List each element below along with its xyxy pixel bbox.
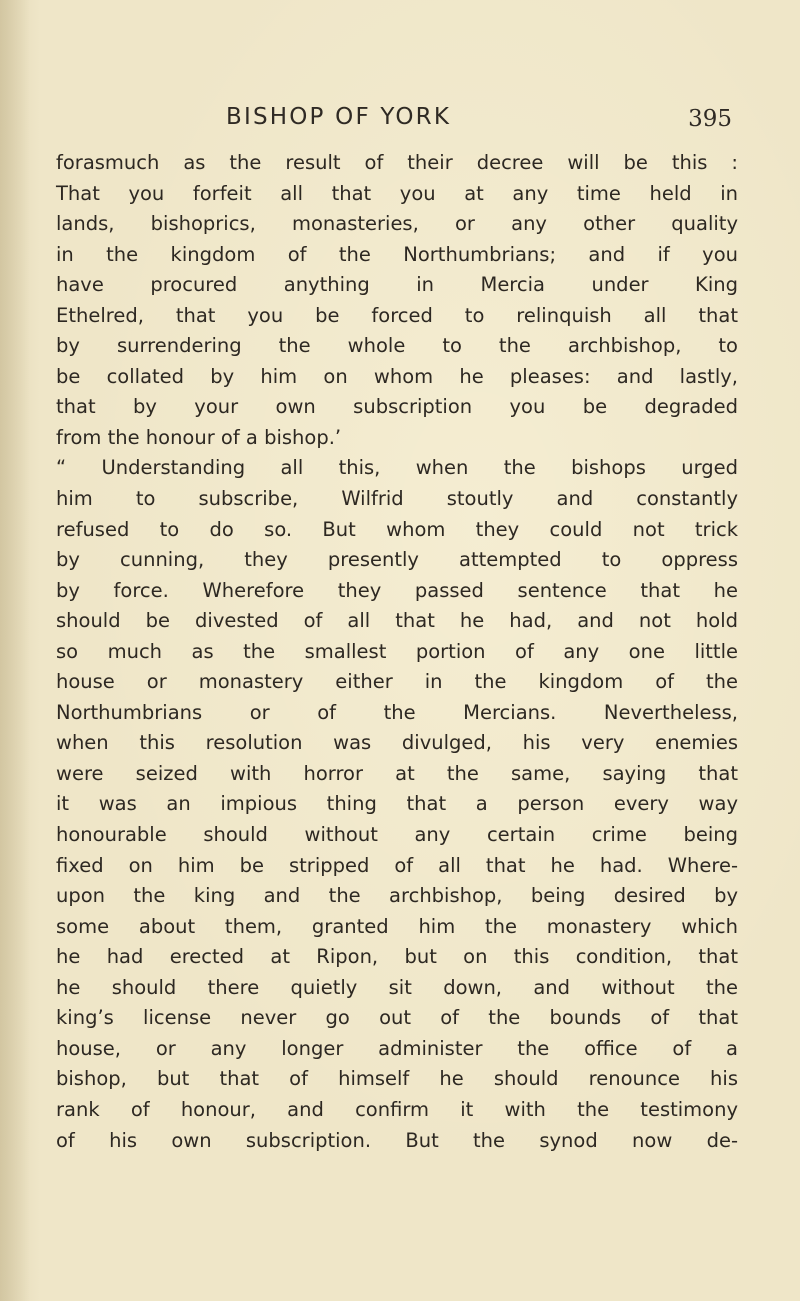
text-line: he should there quietly sit down, and without the (56, 975, 738, 999)
text-line: That you forfeit all that you at any time held in (56, 181, 738, 205)
text-line: lands, bishoprics, monasteries, or any other quality (56, 212, 738, 236)
text-line: rank of honour, and confirm it with the testimony (56, 1097, 738, 1121)
text-line: were seized with horror at the same, saying that (56, 761, 738, 785)
text-line: forasmuch as the result of their decree will be this : (56, 151, 738, 174)
text-line: king’s license never go out of the bounds of that (56, 1006, 738, 1030)
text-line: should be divested of all that he had, and not hold (56, 609, 738, 633)
text-line: house, or any longer administer the office of a (56, 1036, 738, 1060)
text-line: so much as the smallest portion of any one little (56, 639, 738, 663)
page-gutter-shadow (0, 0, 30, 1301)
text-line: upon the king and the archbishop, being desired by (56, 884, 738, 908)
text-line: when this resolution was divulged, his very enemies (56, 731, 738, 755)
text-line: have procured anything in Mercia under King (56, 273, 738, 297)
text-line: that by your own subscription you be degraded (56, 395, 738, 419)
text-line: some about them, granted him the monastery which (56, 914, 738, 938)
text-line: by surrendering the whole to the archbishop, to (56, 334, 738, 358)
page-number: 395 (688, 106, 732, 132)
text-line: it was an impious thing that a person every way (56, 792, 738, 816)
text-line: of his own subscription. But the synod now de- (56, 1128, 738, 1152)
running-title: BISHOP OF YORK (226, 104, 452, 130)
text-line: him to subscribe, Wilfrid stoutly and constantly (56, 487, 738, 511)
running-head (60, 104, 780, 144)
text-line: by force. Wherefore they passed sentence that he (56, 578, 738, 602)
text-line: he had erected at Ripon, but on this condition, that (56, 945, 738, 969)
text-line: Ethelred, that you be forced to relinquish all that (56, 303, 738, 327)
text-line: from the honour of a bishop.’ (56, 425, 342, 449)
text-line: fixed on him be stripped of all that he had. Where- (56, 853, 738, 877)
body-text (56, 148, 738, 1156)
text-line: refused to do so. But whom they could not trick (56, 517, 738, 541)
text-line: bishop, but that of himself he should renounce his (56, 1067, 738, 1091)
text-line: honourable should without any certain crime being (56, 823, 738, 847)
text-line: by cunning, they presently attempted to oppress (56, 548, 738, 572)
text-line: in the kingdom of the Northumbrians; and if you (56, 242, 738, 266)
text-line: “ Understanding all this, when the bishops urged (56, 456, 738, 480)
text-line: be collated by him on whom he pleases: and lastly, (56, 364, 738, 388)
text-line: house or monastery either in the kingdom of the (56, 670, 738, 694)
text-line: Northumbrians or of the Mercians. Nevertheless, (56, 700, 738, 724)
